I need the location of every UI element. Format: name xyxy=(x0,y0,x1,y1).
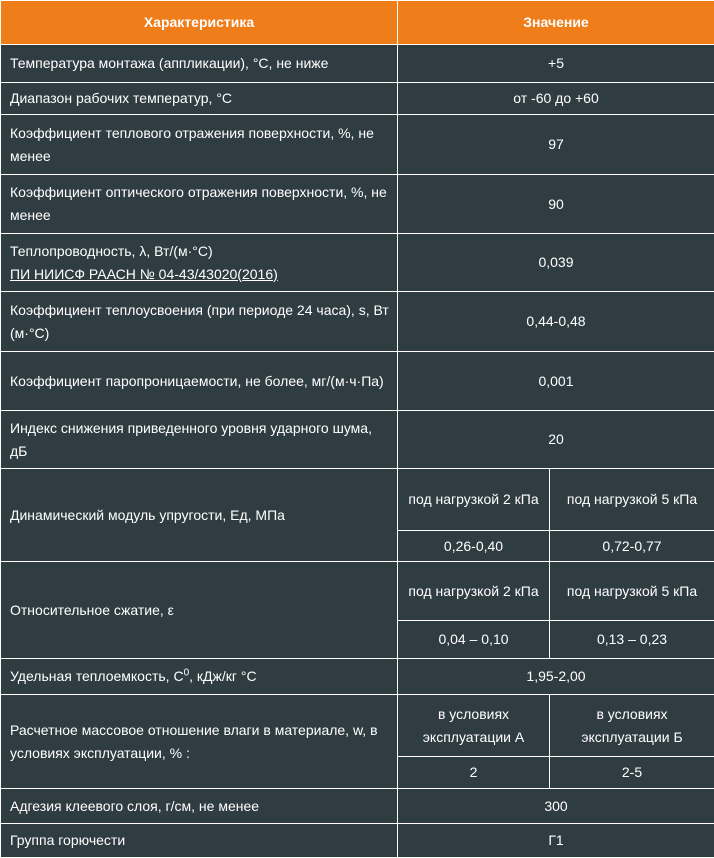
row-subheader: под нагрузкой 5 кПа xyxy=(550,562,714,621)
row-value: 0,039 xyxy=(398,234,714,292)
row-label: Коэффициент теплоусвоения (при периоде 24 часа), s, Вт (м·°С) xyxy=(1,292,398,352)
row-subheader: под нагрузкой 2 кПа xyxy=(398,469,550,531)
heat-capacity-label: Удельная теплоемкость, С xyxy=(10,668,184,684)
row-subheader: под нагрузкой 5 кПа xyxy=(550,469,714,531)
header-value: Значение xyxy=(398,1,714,45)
row-label: Коэффициент паропроницаемости, не более, мг/(м·ч·Па) xyxy=(1,352,398,411)
row-label: Индекс снижения приведенного уровня ударного шума, дБ xyxy=(1,411,398,469)
row-label: Диапазон рабочих температур, °С xyxy=(1,83,398,115)
row-value: 300 xyxy=(398,789,714,824)
heat-capacity-unit: , кДж/кг °С xyxy=(189,668,256,684)
table-row xyxy=(1,469,714,531)
table-row xyxy=(1,824,714,858)
row-subheader: в условиях эксплуатации А xyxy=(398,695,550,757)
row-label xyxy=(1,659,398,695)
row-value: 90 xyxy=(398,175,714,234)
row-label: Коэффициент теплового отражения поверхности, %, не менее xyxy=(1,115,398,175)
table-row xyxy=(1,83,714,115)
row-value: 0,26-0,40 xyxy=(398,531,550,562)
table-row xyxy=(1,234,714,292)
row-value: 2 xyxy=(398,757,550,789)
row-value: 0,04 – 0,10 xyxy=(398,621,550,659)
thermal-conductivity-label: Теплопроводность, λ, Вт/(м·°С) xyxy=(10,243,213,259)
row-value: 0,001 xyxy=(398,352,714,411)
table-header-row xyxy=(1,1,714,45)
row-value: 2-5 xyxy=(550,757,714,789)
row-label xyxy=(1,234,398,292)
row-value: 0,72-0,77 xyxy=(550,531,714,562)
table-row xyxy=(1,115,714,175)
row-value: от -60 до +60 xyxy=(398,83,714,115)
row-label: Относительное сжатие, ε xyxy=(1,562,398,659)
header-characteristic: Характеристика xyxy=(1,1,398,45)
table-row xyxy=(1,175,714,234)
row-label: Группа горючести xyxy=(1,824,398,858)
table-row xyxy=(1,659,714,695)
table-row xyxy=(1,695,714,757)
table-row xyxy=(1,45,714,83)
row-label: Коэффициент оптического отражения поверхности, %, не менее xyxy=(1,175,398,234)
table-row xyxy=(1,292,714,352)
heat-capacity-superscript: 0 xyxy=(184,667,190,678)
row-label: Адгезия клеевого слоя, г/см, не менее xyxy=(1,789,398,824)
certificate-link[interactable]: ПИ НИИСФ РААСН № 04-43/43020(2016) xyxy=(10,266,278,282)
row-label: Динамический модуль упругости, Ед, МПа xyxy=(1,469,398,562)
table-row xyxy=(1,411,714,469)
row-value: 20 xyxy=(398,411,714,469)
table-row xyxy=(1,562,714,621)
row-subheader: под нагрузкой 2 кПа xyxy=(398,562,550,621)
row-value: 0,13 – 0,23 xyxy=(550,621,714,659)
row-value: 0,44-0,48 xyxy=(398,292,714,352)
row-label: Температура монтажа (аппликации), °С, не ниже xyxy=(1,45,398,83)
table-row xyxy=(1,789,714,824)
row-value: 97 xyxy=(398,115,714,175)
row-value: Г1 xyxy=(398,824,714,858)
row-value: +5 xyxy=(398,45,714,83)
row-subheader: в условиях эксплуатации Б xyxy=(550,695,714,757)
row-label: Расчетное массовое отношение влаги в материале, w, в условиях эксплуатации, % : xyxy=(1,695,398,789)
table-row xyxy=(1,352,714,411)
row-value: 1,95-2,00 xyxy=(398,659,714,695)
